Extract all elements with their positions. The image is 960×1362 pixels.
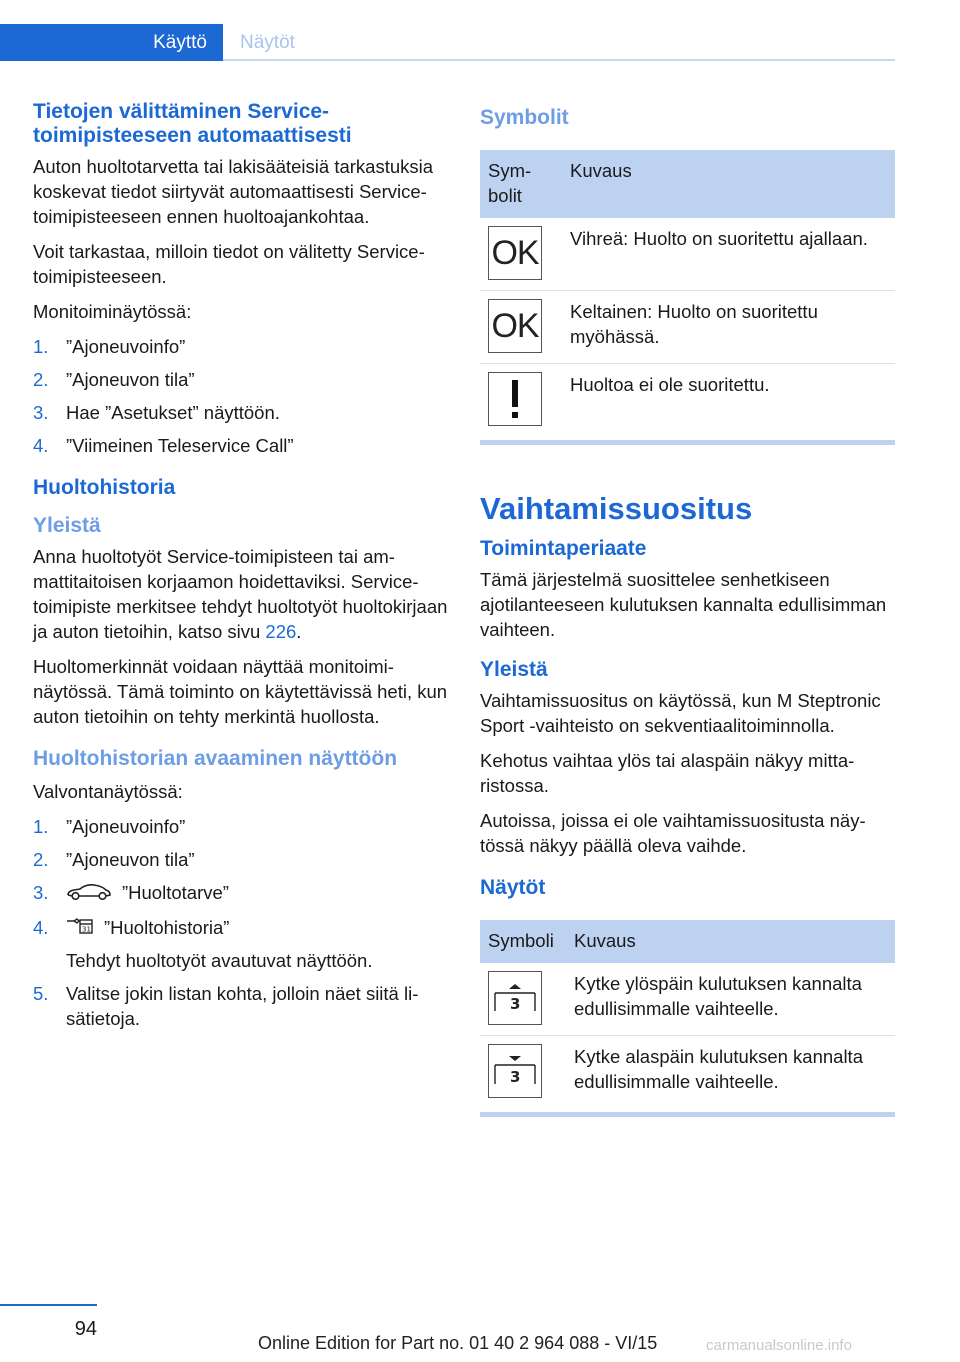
svg-text:3: 3 <box>510 1068 521 1086</box>
paragraph: Autoissa, joissa ei ole vaihtamissuositusta näytössä näkyy päällä oleva vaihde. <box>480 810 866 856</box>
list-item: 1. ”Ajoneuvoinfo” <box>33 816 186 837</box>
table-header-symbols: Symbolit <box>480 150 562 218</box>
ok-yellow-icon: OK <box>488 299 542 353</box>
tab-naytot[interactable]: Näytöt <box>240 31 295 53</box>
section-title-symbols: Symbolit <box>480 106 569 129</box>
paragraph: Kehotus vaihtaa ylös tai alaspäin näkyy mittaristossa. <box>480 750 855 796</box>
table-header-description: Kuvaus <box>562 150 895 218</box>
table-row: 3 Kytke ylöspäin kulutuksen kannalta edullisimmalle vaihteelle. <box>480 963 895 1036</box>
service-history-icon <box>66 916 94 942</box>
watermark: carmanualsonline.info <box>706 1337 852 1354</box>
table-header-row <box>480 150 895 218</box>
subsection-title-open-history: Huoltohistorian avaaminen näyttöön <box>33 747 398 770</box>
list-item: 3. Hae ”Asetukset” näyttöön. <box>33 402 280 423</box>
page-number: 94 <box>74 1318 97 1340</box>
paragraph: Voit tarkastaa, milloin tiedot on välitetty Service-toimipisteeseen. <box>33 241 425 287</box>
list-item: 2. ”Ajoneuvon tila” <box>33 849 195 870</box>
steps-list-1 <box>33 334 448 458</box>
displays-table <box>480 920 895 1112</box>
table-header-row <box>480 920 895 963</box>
paragraph: Valvontanäytössä: <box>33 781 183 802</box>
subsection-title-general: Yleistä <box>33 514 101 537</box>
list-item: 4. ”Viimeinen Teleservice Call” <box>33 435 294 456</box>
table-row: 3 Kytke alaspäin kulutuksen kannalta edullisimmalle vaihteelle. <box>480 1036 895 1113</box>
section-title-service-history: Huoltohistoria <box>33 476 176 499</box>
section-title-principle: Toimintaperiaate <box>480 537 647 560</box>
table-header-description: Kuvaus <box>566 920 895 963</box>
paragraph: Vaihtamissuositus on käytössä, kun M Steptronic Sport -vaihteisto on sekventiaalitoiminnolla. <box>480 690 881 736</box>
list-item: 1. ”Ajoneuvoinfo” <box>33 336 186 357</box>
section-title-general: Yleistä <box>480 658 548 681</box>
steps-list-2 <box>33 814 448 1031</box>
shift-up-icon <box>488 971 542 1025</box>
list-item: 2. ”Ajoneuvon tila” <box>33 369 195 390</box>
footer-line <box>0 1304 97 1306</box>
table-row: Huoltoa ei ole suoritettu. <box>480 364 895 441</box>
car-service-icon <box>66 882 112 907</box>
svg-text:3: 3 <box>510 995 521 1013</box>
table-row: OK Keltainen: Huolto on suoritettu myöhässä. <box>480 291 895 364</box>
list-item: 4. 31 ”Huoltohistoria” Tehdyt huoltotyöt avautuvat näyttöön. <box>33 916 373 971</box>
paragraph: Huoltomerkinnät voidaan näyttää monitoiminäytössä. Tämä toiminto on käytettävissä heti, kun auton tietoihin on tehty merkintä huollosta. <box>33 656 448 727</box>
list-item: 3. ”Huoltotarve” <box>33 880 448 907</box>
paragraph: Tämä järjestelmä suosittelee senhetkiseen ajotilanteeseen kulutuksen kannalta edullisimman vaihteen. <box>480 569 887 640</box>
table-end-bar <box>480 1112 895 1117</box>
page-link-226[interactable]: 226 <box>265 621 297 642</box>
table-end-bar <box>480 440 895 445</box>
tab-kaytto[interactable]: Käyttö <box>0 24 223 61</box>
edition-text: Online Edition for Part no. 01 40 2 964 088 - VI/15 <box>258 1333 658 1353</box>
chapter-title-shift-recommendation: Vaihtamissuositus <box>480 491 753 526</box>
svg-text:31: 31 <box>82 925 91 934</box>
list-item: 5. Valitse jokin listan kohta, jolloin näet siitä lisätietoja. <box>33 982 419 1029</box>
symbols-table <box>480 150 895 440</box>
table-row: OK Vihreä: Huolto on suoritettu ajallaan. <box>480 218 895 291</box>
exclamation-icon <box>488 372 542 426</box>
section-title-displays: Näytöt <box>480 876 546 899</box>
header-tabs <box>0 24 895 62</box>
paragraph: Anna huoltotyöt Service-toimipisteen tai ammattitaitoisen korjaamon hoidettaviksi. Service-toimipiste merkitsee tehdyt huoltotyöt huoltokirjaan ja auton tietoihin, katso sivu 226. <box>33 546 448 642</box>
right-column <box>480 100 895 1117</box>
paragraph: Monitoiminäytössä: <box>33 301 192 322</box>
shift-down-icon <box>488 1044 542 1098</box>
paragraph: Auton huoltotarvetta tai lakisääteisiä tarkastuksia koskevat tiedot siirtyvät automaattisesti Service-toimipisteeseen ennen huoltoajankohtaa. <box>33 156 434 227</box>
ok-green-icon: OK <box>488 226 542 280</box>
tab-underline <box>223 59 895 61</box>
left-column <box>33 100 448 1049</box>
section-title-automatic-transfer: Tietojen välittäminen Service-toimipisteeseen automaattisesti <box>33 100 352 147</box>
table-header-symbol: Symboli <box>480 920 566 963</box>
